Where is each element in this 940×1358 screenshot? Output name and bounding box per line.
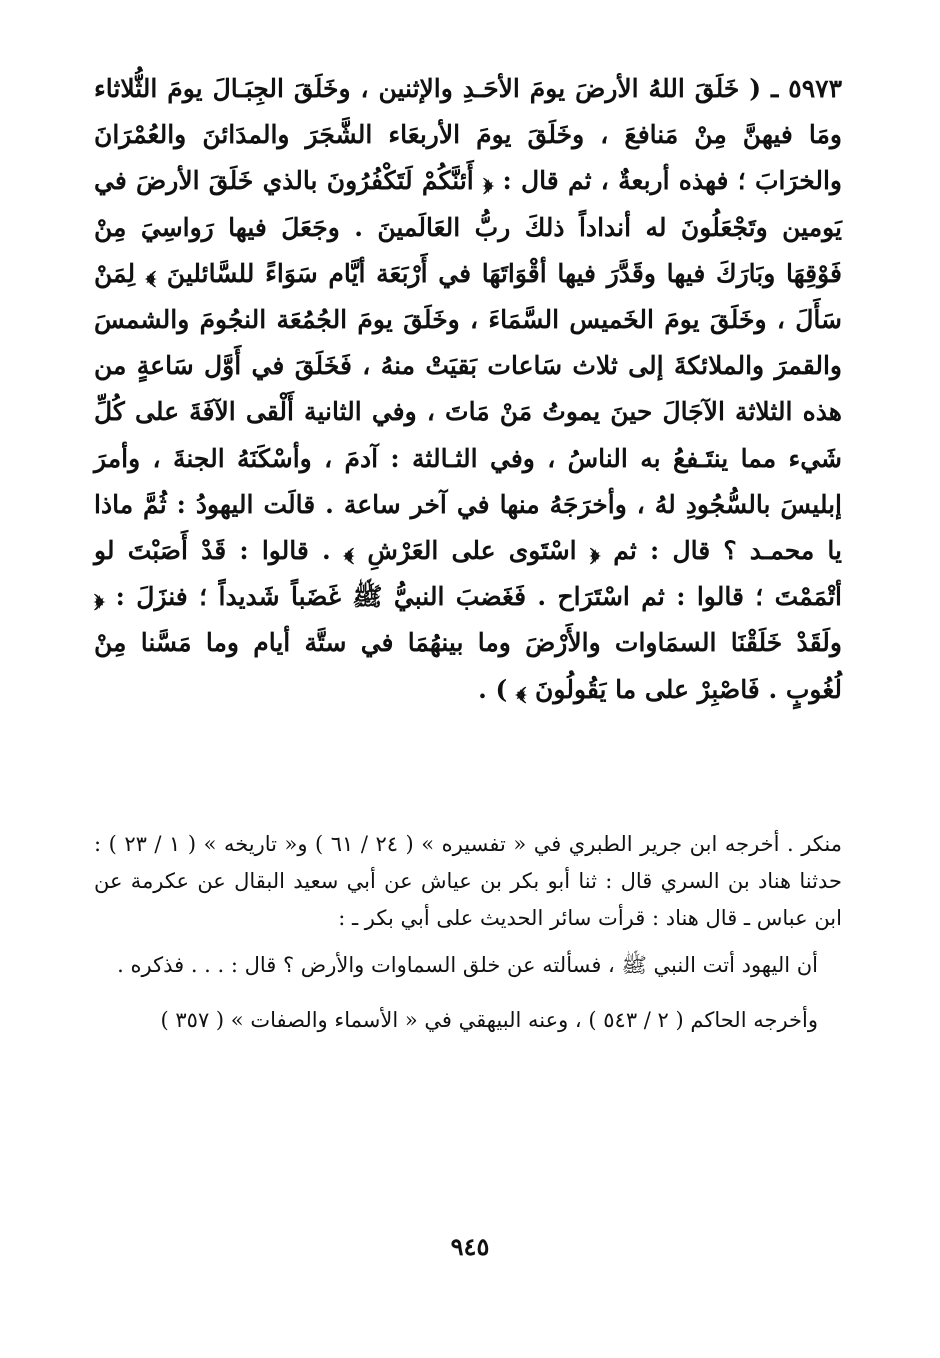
commentary-block [94, 826, 842, 1039]
hadith-text-block [94, 66, 842, 713]
hadith-paragraph: ٥٩٧٣ ـ ( خَلَقَ اللهُ الأرضَ يومَ الأحَـدِ والإثنين ، وخَلَقَ الجِبَـالَ يومَ الثُّلاثاء ومَا فيهنَّ مِنْ مَنافعَ ، وخَلَقَ يومَ الأربعَاء الشَّجَرَ والمدَائنَ والعُمْرَانَ والخرَابَ ؛ فهذه أربعةٌ ، ثم قال : ﴿ أَئنَّكُمْ لَتَكْفُرُونَ بالذي خَلَقَ الأرضَ في يَومين وتَجْعَلُونَ له أنداداً ذلكَ ربُّ العَالَمينَ . وجَعَلَ فيها رَواسِيَ مِنْ فَوْقِهَا وبَارَكَ فيها وقَدَّرَ فيها أقْوَاتَهَا في أَرْبَعَة أيَّام سَوَاءً للسَّائلينَ ﴾ لِمَنْ سَأَلَ ، وخَلَقَ يومَ الخَميس السَّمَاءَ ، وخَلَقَ يومَ الجُمُعَة النجُومَ والشمسَ والقمرَ والملائكةَ إلى ثلاث سَاعات بَقيَتْ منهُ ، فَخَلَقَ في أَوَّل سَاعةٍ من هذه الثلاثة الآجَالَ حينَ يموتُ مَنْ مَاتَ ، وفي الثانية أَلْقى الآفَةَ على كُلِّ شَيء مما ينتَـفعُ به الناسُ ، وفي الثـالثة : آدمَ ، وأسْكَنَهُ الجنةَ ، وأمرَ إبليسَ بالسُّجُودِ لهُ ، وأخرَجَهُ منها في آخر ساعة . قالَت اليهودُ : ثُمَّ ماذا يا محمـد ؟ قال : ثم ﴿ اسْتَوى على العَرْشِ ﴾ . قالوا : قَدْ أَصَبْتَ لو أتْمَمْتَ ؛ قالوا : ثم اسْتَرَاح . فَغَضبَ النبيُّ ﷺ غَضَباً شَديداً ؛ فنزَلَ : ﴿ ولَقَدْ خَلَقْنَا السمَاوات والأَرْضَ وما بينهُمَا في ستَّة أيام وما مَسَّنا مِنْ لُغُوبٍ . فَاصْبِرْ على ما يَقُولُونَ ﴾ ) . [94, 74, 842, 704]
commentary-paragraph-sources: وأخرجه الحاكم ( ٢ / ٥٤٣ ) ، وعنه البيهقي في « الأسماء والصفات » ( ٣٥٧ ) [160, 1008, 818, 1032]
page-number: ٩٤٥ [450, 1232, 490, 1261]
commentary-paragraph-quote: أن اليهود أتت النبي ﷺ ، فسألته عن خلق السماوات والأرض ؟ قال : . . . فذكره . [117, 953, 818, 977]
commentary-paragraph-grading: منكر . أخرجه ابن جرير الطبري في « تفسيره » ( ٢٤ / ٦١ ) و« تاريخه » ( ١ / ٢٣ ) : حدثنا هناد بن السري قال : ثنا أبو بكر بن عياش عن أبي سعيد البقال عن عكرمة عن ابن عباس ـ قال هناد : قرأت سائر الحديث على أبي بكر ـ : [94, 832, 842, 930]
